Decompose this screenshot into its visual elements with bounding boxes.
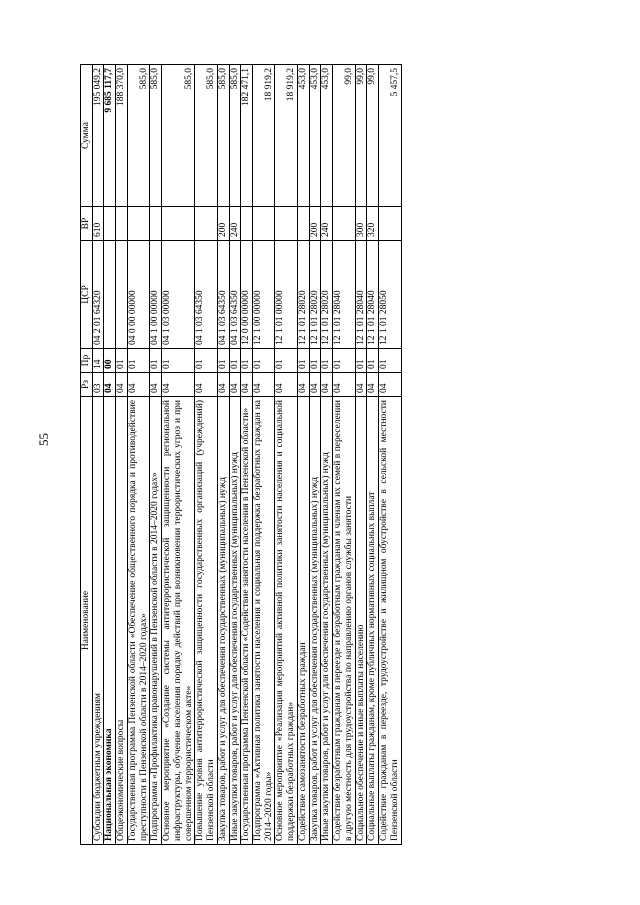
table-row: [253, 65, 275, 845]
cell-vr: [127, 207, 149, 241]
cell-rz: 04: [309, 373, 321, 397]
cell-csr: 12 1 01 28020: [321, 241, 333, 349]
cell-vr: [116, 207, 128, 241]
cell-csr: 12 0 00 00000: [241, 241, 253, 349]
cell-pr: 01: [355, 349, 367, 373]
cell-sum: 9 685 117,7: [104, 65, 116, 207]
cell-vr: [333, 207, 355, 241]
cell-rz: 04: [116, 373, 128, 397]
table-row: [309, 65, 321, 845]
header-vr: ВР: [81, 207, 93, 241]
cell-pr: 01: [150, 349, 162, 373]
cell-vr: [104, 207, 116, 241]
cell-vr: 200: [309, 207, 321, 241]
cell-name: Иные закупки товаров, работ и услуг для обеспечения государственных (муниципальных) нужд: [321, 397, 333, 845]
table-row: [162, 65, 195, 845]
cell-csr: 04 2 01 64320: [92, 241, 104, 349]
cell-rz: 04: [253, 373, 275, 397]
cell-vr: [195, 207, 217, 241]
cell-rz: 03: [92, 373, 104, 397]
cell-name: Закупка товаров, работ и услуг для обеспечения государственных (муниципальных) нужд: [217, 397, 229, 845]
cell-vr: [253, 207, 275, 241]
cell-rz: 04: [275, 373, 297, 397]
table-row: [275, 65, 297, 845]
cell-sum: 453,0: [309, 65, 321, 207]
cell-sum: 453,0: [321, 65, 333, 207]
table-row: [241, 65, 253, 845]
table-row: [217, 65, 229, 845]
cell-vr: 320: [367, 207, 379, 241]
cell-rz: 04: [150, 373, 162, 397]
cell-vr: [162, 207, 195, 241]
cell-rz: 04: [241, 373, 253, 397]
cell-name: Субсидии бюджетным учреждениям: [92, 397, 104, 845]
cell-pr: 01: [275, 349, 297, 373]
cell-vr: [275, 207, 297, 241]
cell-csr: 12 1 01 28050: [379, 241, 401, 349]
cell-sum: 195 049,2: [92, 65, 104, 207]
cell-name: Подпрограмма «Активная политика занятости населения и социальная поддержка безработных граждан на 2014–2020 годы»: [253, 397, 275, 845]
cell-pr: 01: [321, 349, 333, 373]
cell-sum: 585,0: [150, 65, 162, 207]
cell-vr: [297, 207, 309, 241]
cell-sum: 18 919,2: [275, 65, 297, 207]
cell-csr: 12 1 01 28040: [355, 241, 367, 349]
cell-pr: 01: [116, 349, 128, 373]
table-row: [355, 65, 367, 845]
cell-csr: [116, 241, 128, 349]
cell-csr: 12 1 01 28020: [309, 241, 321, 349]
cell-sum: 182 471,1: [241, 65, 253, 207]
budget-table-container: [80, 65, 580, 845]
table-body: [92, 65, 401, 845]
table-row: [92, 65, 104, 845]
header-pr: Пр: [81, 349, 93, 373]
cell-rz: 04: [127, 373, 149, 397]
cell-pr: 01: [367, 349, 379, 373]
header-csr: ЦСР: [81, 241, 93, 349]
cell-rz: 04: [195, 373, 217, 397]
cell-name: Государственная программа Пензенской области «Содействие занятости населения в Пензенской области»: [241, 397, 253, 845]
cell-csr: 04 1 00 00000: [150, 241, 162, 349]
cell-pr: 00: [104, 349, 116, 373]
table-row: [195, 65, 217, 845]
cell-sum: 99,0: [355, 65, 367, 207]
cell-pr: 01: [379, 349, 401, 373]
table-header-row: [81, 65, 93, 845]
cell-sum: 99,0: [333, 65, 355, 207]
page-number: 55: [36, 433, 51, 446]
cell-rz: 04: [367, 373, 379, 397]
cell-csr: 12 1 01 28040: [333, 241, 355, 349]
header-rz: Рз: [81, 373, 93, 397]
cell-pr: 01: [229, 349, 241, 373]
cell-sum: 585,0: [127, 65, 149, 207]
cell-csr: 12 1 01 00000: [275, 241, 297, 349]
cell-sum: 585,0: [162, 65, 195, 207]
cell-name: Содействие самозанятости безработных граждан: [297, 397, 309, 845]
cell-rz: 04: [217, 373, 229, 397]
cell-rz: 04: [333, 373, 355, 397]
cell-sum: 188 370,0: [116, 65, 128, 207]
cell-rz: 04: [104, 373, 116, 397]
table-row: [297, 65, 309, 845]
cell-sum: 5 457,5: [379, 65, 401, 207]
table-row: [379, 65, 401, 845]
cell-name: Закупка товаров, работ и услуг для обеспечения государственных (муниципальных) нужд: [309, 397, 321, 845]
cell-pr: 01: [297, 349, 309, 373]
cell-csr: [104, 241, 116, 349]
cell-sum: 585,0: [195, 65, 217, 207]
table-row: [321, 65, 333, 845]
cell-sum: 453,0: [297, 65, 309, 207]
cell-vr: [379, 207, 401, 241]
cell-pr: 01: [309, 349, 321, 373]
cell-vr: 240: [321, 207, 333, 241]
cell-pr: 01: [217, 349, 229, 373]
table-row: [127, 65, 149, 845]
cell-pr: 01: [162, 349, 195, 373]
cell-pr: 01: [333, 349, 355, 373]
cell-pr: 01: [127, 349, 149, 373]
cell-name: Общеэкономические вопросы: [116, 397, 128, 845]
cell-name: Социальное обеспечение и иные выплаты населению: [355, 397, 367, 845]
cell-name: Государственная программа Пензенской области «Обеспечение общественного порядка и противодействие преступности в Пензенской области в 2014–2020 годах»: [127, 397, 149, 845]
cell-csr: 12 1 01 28020: [297, 241, 309, 349]
cell-rz: 04: [229, 373, 241, 397]
table-row: [367, 65, 379, 845]
cell-name: Основное мероприятие «Создание системы антитеррористической защищенности региональной инфраструктуры, обучение населения порядку действий при возникновении террористических угроз и при совершенном террористическом акте»: [162, 397, 195, 845]
cell-vr: 240: [229, 207, 241, 241]
cell-csr: 04 1 03 00000: [162, 241, 195, 349]
table-row: [104, 65, 116, 845]
cell-sum: 585,0: [217, 65, 229, 207]
cell-name: Национальная экономика: [104, 397, 116, 845]
cell-pr: 14: [92, 349, 104, 373]
cell-vr: 300: [355, 207, 367, 241]
cell-rz: 04: [297, 373, 309, 397]
table-row: [116, 65, 128, 845]
cell-sum: 18 919,2: [253, 65, 275, 207]
table-row: [150, 65, 162, 845]
table-row: [229, 65, 241, 845]
cell-csr: 04 1 03 64350: [229, 241, 241, 349]
cell-name: Социальные выплаты гражданам, кроме публичных нормативных социальных выплат: [367, 397, 379, 845]
cell-csr: 04 1 03 64350: [195, 241, 217, 349]
cell-name: Содействие гражданам в переезде, трудоустройстве и жилищном обустройстве в сельской местности Пензенской области: [379, 397, 401, 845]
cell-csr: 04 1 03 64350: [217, 241, 229, 349]
cell-pr: 01: [253, 349, 275, 373]
header-sum: Сумма: [81, 65, 93, 207]
cell-name: Подпрограмма «Профилактика правонарушений в Пензенской области в 2014–2020 годах»: [150, 397, 162, 845]
cell-rz: 04: [162, 373, 195, 397]
cell-name: Иные закупки товаров, работ и услуг для обеспечения государственных (муниципальных) нужд: [229, 397, 241, 845]
budget-table: [80, 64, 402, 845]
cell-name: Основное мероприятие «Реализация мероприятий активной политики занятости населения и социальной поддержки безработных граждан»: [275, 397, 297, 845]
cell-vr: 200: [217, 207, 229, 241]
cell-sum: 585,0: [229, 65, 241, 207]
cell-csr: 12 1 00 00000: [253, 241, 275, 349]
cell-name: Повышение уровня антитеррористической защищенности государственных организаций (учреждений) Пензенской области: [195, 397, 217, 845]
table-row: [333, 65, 355, 845]
cell-vr: [150, 207, 162, 241]
cell-rz: 04: [321, 373, 333, 397]
cell-sum: 99,0: [367, 65, 379, 207]
cell-pr: 01: [241, 349, 253, 373]
cell-rz: 04: [355, 373, 367, 397]
cell-name: Содействие безработным гражданам в переезде и безработным гражданам и членам их семей в переселении в другую местность для трудоустройства по направлению органов службы занятости: [333, 397, 355, 845]
cell-csr: 12 1 01 28040: [367, 241, 379, 349]
cell-pr: 01: [195, 349, 217, 373]
cell-csr: 04 0 00 00000: [127, 241, 149, 349]
cell-vr: [241, 207, 253, 241]
cell-rz: 04: [379, 373, 401, 397]
header-name: Наименование: [81, 397, 93, 845]
cell-vr: 610: [92, 207, 104, 241]
